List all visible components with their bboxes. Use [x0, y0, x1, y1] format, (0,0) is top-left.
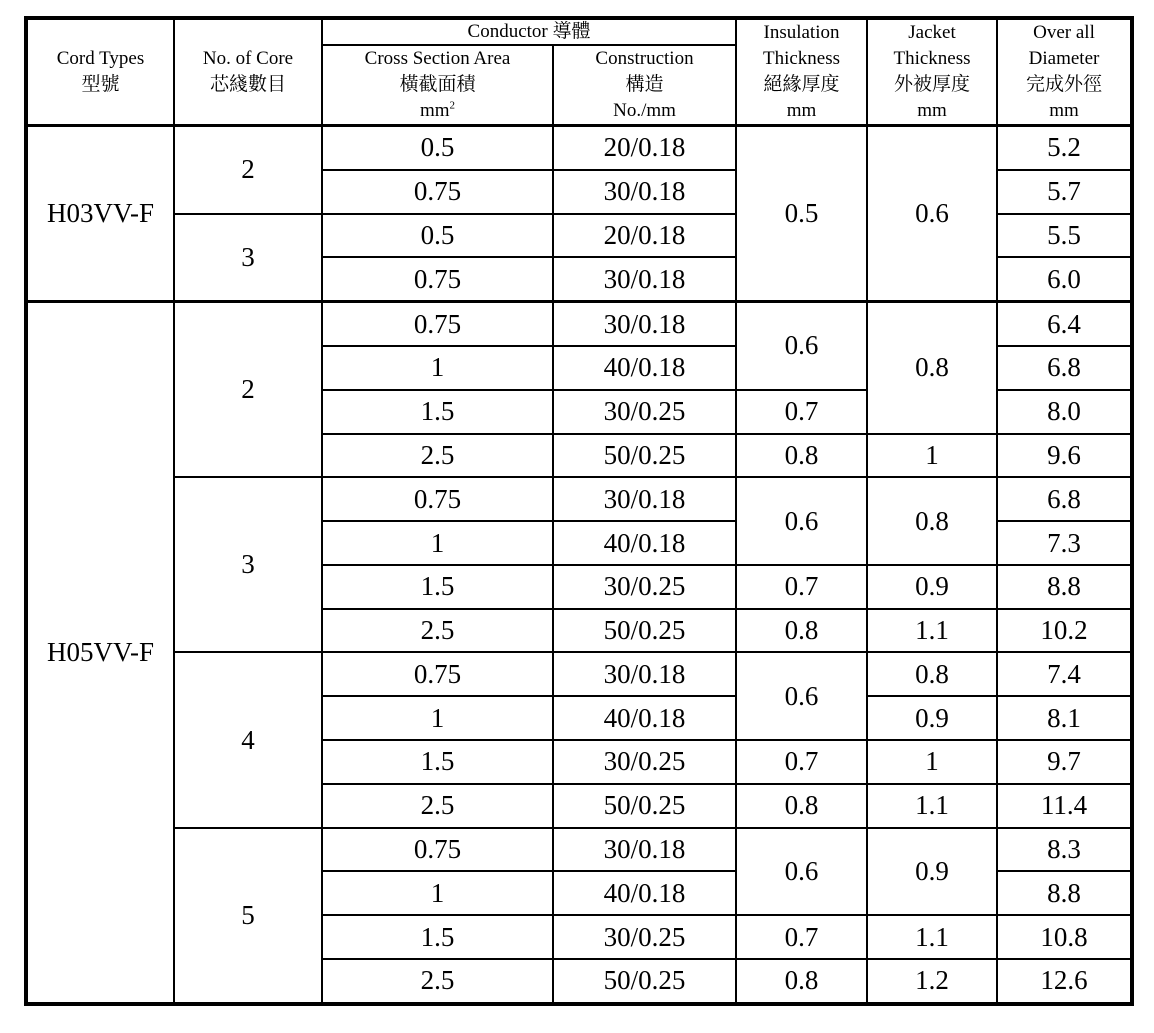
cell-construction: 50/0.25: [553, 959, 736, 1004]
table-row: [26, 477, 1132, 521]
header-cross-section-area: Cross Section Area 橫截面積 $mm^2$: [322, 45, 553, 126]
cell-construction: 30/0.18: [553, 828, 736, 872]
cell-area: 1.5: [322, 915, 553, 959]
cell-core: 2: [174, 126, 322, 214]
cell-diameter: 8.8: [997, 565, 1132, 609]
cell-insulation: 0.8: [736, 784, 867, 828]
cell-area: 0.75: [322, 302, 553, 346]
cell-construction: 40/0.18: [553, 871, 736, 915]
cell-jacket: 1: [867, 740, 997, 784]
cell-cord-type: H05VV-F: [26, 302, 174, 1004]
cell-diameter: 7.4: [997, 652, 1132, 696]
cell-area: 1: [322, 521, 553, 565]
cell-jacket: 0.8: [867, 652, 997, 696]
table-row: [26, 302, 1132, 346]
cell-diameter: 8.3: [997, 828, 1132, 872]
table-body: [26, 126, 1132, 1005]
cell-diameter: 9.6: [997, 434, 1132, 478]
cell-construction: 30/0.25: [553, 565, 736, 609]
cell-jacket: 1.2: [867, 959, 997, 1004]
cell-jacket: 1.1: [867, 784, 997, 828]
table-header: [26, 18, 1132, 126]
table-row: [26, 652, 1132, 696]
cell-area: 0.75: [322, 477, 553, 521]
cell-jacket: 1.1: [867, 609, 997, 653]
cell-core: 2: [174, 302, 322, 478]
cell-jacket: 0.6: [867, 126, 997, 302]
cell-area: 1: [322, 696, 553, 740]
table-row: [26, 828, 1132, 872]
cell-area: 0.75: [322, 828, 553, 872]
cell-construction: 20/0.18: [553, 126, 736, 170]
cell-insulation: 0.6: [736, 302, 867, 390]
cell-area: 0.5: [322, 214, 553, 258]
header-insulation-thickness: Insulation Thickness 絕緣厚度 mm: [736, 18, 867, 126]
cell-jacket: 0.9: [867, 696, 997, 740]
cell-diameter: 8.0: [997, 390, 1132, 434]
cell-diameter: 6.8: [997, 346, 1132, 390]
cell-core: 5: [174, 828, 322, 1004]
cell-construction: 30/0.18: [553, 170, 736, 214]
cell-area: 2.5: [322, 609, 553, 653]
cell-core: 3: [174, 477, 322, 652]
cell-insulation: 0.5: [736, 126, 867, 302]
cell-construction: 40/0.18: [553, 346, 736, 390]
cell-insulation: 0.7: [736, 390, 867, 434]
cell-area: 1.5: [322, 740, 553, 784]
cell-diameter: 6.4: [997, 302, 1132, 346]
cell-construction: 50/0.25: [553, 609, 736, 653]
header-no-of-core: No. of Core 芯綫數目: [174, 18, 322, 126]
cord-spec-table: [24, 16, 1134, 1006]
cell-area: 1: [322, 871, 553, 915]
cell-construction: 20/0.18: [553, 214, 736, 258]
cell-construction: 30/0.18: [553, 302, 736, 346]
cell-construction: 30/0.25: [553, 915, 736, 959]
cell-area: 1: [322, 346, 553, 390]
cell-insulation: 0.6: [736, 828, 867, 916]
cell-insulation: 0.7: [736, 915, 867, 959]
cell-construction: 30/0.18: [553, 652, 736, 696]
cell-jacket: 1: [867, 434, 997, 478]
cell-insulation: 0.7: [736, 740, 867, 784]
cell-jacket: 1.1: [867, 915, 997, 959]
cell-construction: 30/0.25: [553, 390, 736, 434]
header-conductor: Conductor 導體: [322, 18, 736, 45]
cell-diameter: 10.2: [997, 609, 1132, 653]
cell-area: 0.5: [322, 126, 553, 170]
cell-area: 0.75: [322, 652, 553, 696]
cell-insulation: 0.6: [736, 477, 867, 565]
cell-construction: 40/0.18: [553, 521, 736, 565]
cell-insulation: 0.6: [736, 652, 867, 740]
cell-area: 0.75: [322, 257, 553, 301]
header-jacket-thickness: Jacket Thickness 外被厚度 mm: [867, 18, 997, 126]
cell-insulation: 0.8: [736, 434, 867, 478]
cell-diameter: 6.0: [997, 257, 1132, 301]
cell-area: 2.5: [322, 959, 553, 1004]
cell-area: 0.75: [322, 170, 553, 214]
cell-construction: 40/0.18: [553, 696, 736, 740]
cell-insulation: 0.8: [736, 959, 867, 1004]
cell-construction: 30/0.18: [553, 257, 736, 301]
cell-diameter: 5.5: [997, 214, 1132, 258]
header-construction: Construction 構造 No./mm: [553, 45, 736, 126]
cell-diameter: 7.3: [997, 521, 1132, 565]
cell-diameter: 8.8: [997, 871, 1132, 915]
header-overall-diameter: Over all Diameter 完成外徑 mm: [997, 18, 1132, 126]
table-row: [26, 126, 1132, 170]
cell-jacket: 0.8: [867, 302, 997, 434]
cell-diameter: 5.2: [997, 126, 1132, 170]
cell-construction: 50/0.25: [553, 434, 736, 478]
cell-core: 4: [174, 652, 322, 827]
cell-area: 2.5: [322, 434, 553, 478]
cell-insulation: 0.7: [736, 565, 867, 609]
cell-construction: 50/0.25: [553, 784, 736, 828]
header-cord-types: Cord Types 型號: [26, 18, 174, 126]
cell-construction: 30/0.18: [553, 477, 736, 521]
cell-insulation: 0.8: [736, 609, 867, 653]
cell-jacket: 0.9: [867, 565, 997, 609]
cell-core: 3: [174, 214, 322, 302]
cell-diameter: 10.8: [997, 915, 1132, 959]
cell-jacket: 0.9: [867, 828, 997, 916]
cell-diameter: 8.1: [997, 696, 1132, 740]
cell-cord-type: H03VV-F: [26, 126, 174, 302]
cell-construction: 30/0.25: [553, 740, 736, 784]
cell-diameter: 6.8: [997, 477, 1132, 521]
cell-diameter: 12.6: [997, 959, 1132, 1004]
cell-diameter: 5.7: [997, 170, 1132, 214]
cell-area: 1.5: [322, 565, 553, 609]
cell-diameter: 11.4: [997, 784, 1132, 828]
cell-area: 2.5: [322, 784, 553, 828]
cell-diameter: 9.7: [997, 740, 1132, 784]
cell-area: 1.5: [322, 390, 553, 434]
cell-jacket: 0.8: [867, 477, 997, 565]
